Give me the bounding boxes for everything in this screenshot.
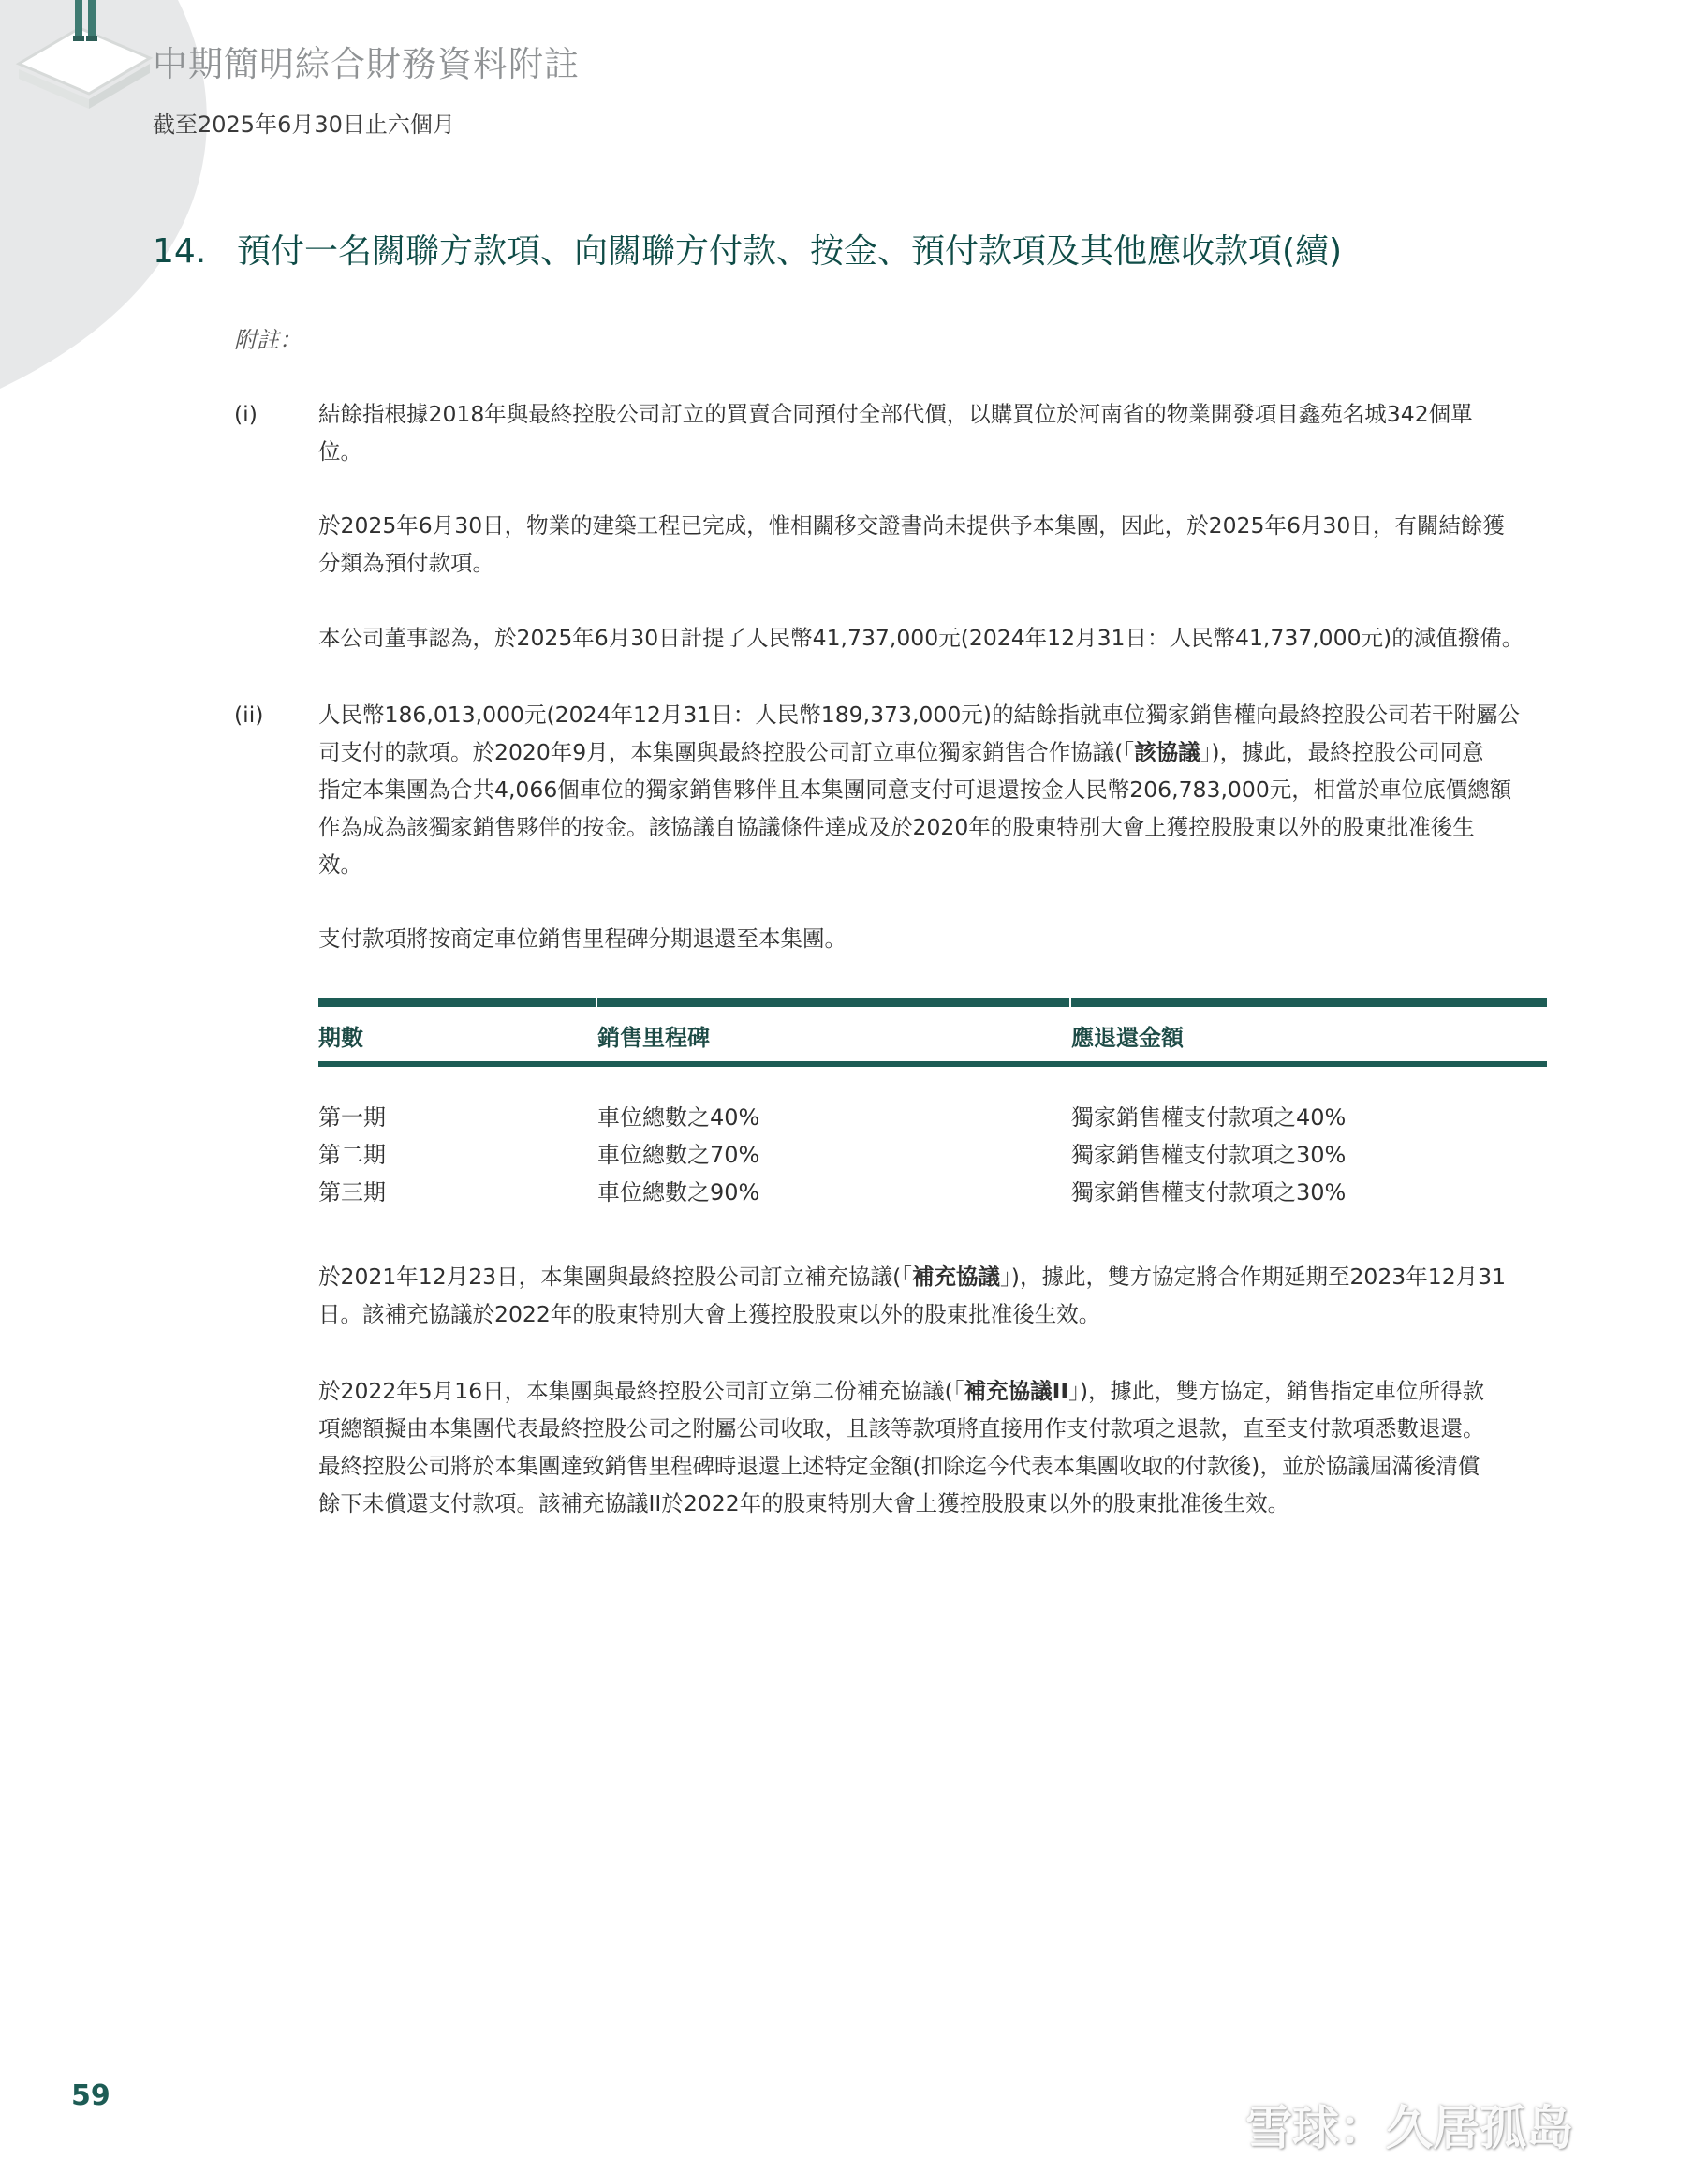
table-top-rule (318, 998, 1547, 1007)
section-heading (153, 225, 1342, 273)
defined-term-supplemental-agreement-ii: 補充協議II (964, 1378, 1069, 1404)
page-number: 59 (71, 2079, 110, 2112)
header-column-gap (596, 998, 597, 1009)
table-header-refund-amount: 應退還金額 (1071, 1025, 1184, 1051)
defined-term-supplemental-agreement: 補充協議 (912, 1264, 1001, 1290)
table-body (318, 1067, 1547, 1217)
header-title: 中期簡明綜合財務資料附註 (153, 44, 580, 84)
note-i-paragraph-3: 本公司董事認為，於2025年6月30日計提了人民幣41,737,000元(2024年12月31日：人民幣41,737,000元)的減值撥備。 (318, 625, 1524, 651)
refund-schedule-table (318, 998, 1547, 1217)
section-title: 預付一名關聯方款項、向關聯方付款、按金、預付款項及其他應收款項(續) (237, 232, 1343, 271)
table-row: 第一期 車位總數之40% 獨家銷售權支付款項之40% (318, 1104, 1347, 1131)
notes-label: 附註： (234, 327, 302, 353)
defined-term-agreement: 該協議 (1134, 739, 1200, 765)
note-marker-ii: (ii) (234, 702, 264, 728)
table-header-period: 期數 (318, 1025, 363, 1051)
header-subtitle: 截至2025年6月30日止六個月 (153, 111, 455, 138)
note-ii-paragraph-2: 支付款項將按商定車位銷售里程碑分期退還至本集團。 (318, 925, 847, 952)
table-header-milestone: 銷售里程碑 (597, 1025, 710, 1051)
section-number: 14. (153, 232, 207, 271)
note-ii-paragraph-3: 於2021年12月23日，本集團與最終控股公司訂立補充協議(「補充協議」)，據此，雙方協定將合作期延期至2023年12月31 日。該補充協議於2022年的股東特別大會上獲控股股東以外的股東批准後生效。 (318, 1264, 1507, 1327)
table-row: 第二期 車位總數之70% 獨家銷售權支付款項之30% (318, 1142, 1347, 1168)
table-header-row (318, 1007, 1547, 1067)
note-ii-paragraph-1: 人民幣186,013,000元(2024年12月31日：人民幣189,373,000元)的結餘指就車位獨家銷售權向最終控股公司若干附屬公 司支付的款項。於2020年9月，本集團與最終控股公司訂立車位獨家銷售合作協議(「該協議」)，據此，最終控股公司同意 指定本集團為合共4,066個車位的獨家銷售夥伴且本集團同意支付可退還按金人民幣206,783,000元，相當於車位底價總額 作為成為該獨家銷售夥伴的按金。該協議自協議條件達成及於2020年的股東特別大會上獲控股股東以外的股東批准後生 效。 (318, 702, 1520, 878)
header-column-gap (1069, 998, 1071, 1009)
note-marker-i: (i) (234, 401, 258, 427)
watermark-text: 雪球：久居孤岛 (1245, 2101, 1573, 2155)
note-i-paragraph-2: 於2025年6月30日，物業的建築工程已完成，惟相關移交證書尚未提供予本集團，因此，於2025年6月30日，有關結餘獲 分類為預付款項。 (318, 512, 1505, 576)
note-ii-paragraph-4: 於2022年5月16日，本集團與最終控股公司訂立第二份補充協議(「補充協議II」)，據此，雙方協定，銷售指定車位所得款 項總額擬由本集團代表最終控股公司之附屬公司收取，且該等款項將直接用作支付款項之退款，直至支付款項悉數退還。 最終控股公司將於本集團達致銷售里程碑時退還上述特定金額(扣除迄今代表本集團收取的付款後)，並於協議屆滿後清償 餘下未償還支付款項。該補充協議II於2022年的股東特別大會上獲控股股東以外的股東批准後生效。 (318, 1378, 1485, 1516)
note-i-paragraph-1: 結餘指根據2018年與最終控股公司訂立的買賣合同預付全部代價，以購買位於河南省的物業開發項目鑫苑名城342個單 位。 (318, 401, 1473, 465)
table-row: 第三期 車位總數之90% 獨家銷售權支付款項之30% (318, 1179, 1347, 1205)
